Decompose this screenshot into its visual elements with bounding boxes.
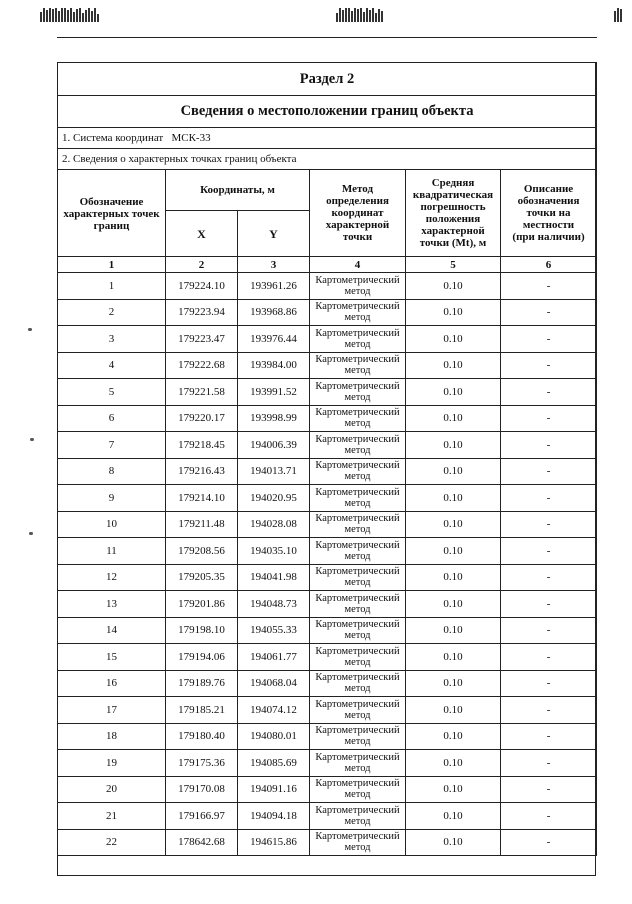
- point-number: 1: [58, 273, 166, 300]
- point-method: Картометрический метод: [310, 723, 406, 750]
- table-row: [58, 670, 597, 697]
- point-number: 8: [58, 458, 166, 485]
- scan-specks: [28, 320, 40, 540]
- point-number: 7: [58, 432, 166, 459]
- point-x: 179223.94: [166, 299, 238, 326]
- point-description: -: [501, 591, 597, 618]
- point-error: 0.10: [406, 352, 501, 379]
- point-error: 0.10: [406, 644, 501, 671]
- point-description: -: [501, 511, 597, 538]
- point-description: -: [501, 617, 597, 644]
- header-x: X: [166, 211, 238, 257]
- point-error: 0.10: [406, 723, 501, 750]
- point-method: Картометрический метод: [310, 352, 406, 379]
- point-number: 10: [58, 511, 166, 538]
- point-y: 193998.99: [238, 405, 310, 432]
- point-x: 179223.47: [166, 326, 238, 353]
- point-x: 179180.40: [166, 723, 238, 750]
- point-y: 194094.18: [238, 803, 310, 830]
- table-row: [58, 352, 597, 379]
- table-row: [58, 723, 597, 750]
- point-method: Картометрический метод: [310, 670, 406, 697]
- point-number: 20: [58, 776, 166, 803]
- point-y: 194048.73: [238, 591, 310, 618]
- coordinate-system-line: 1. Система координат МСК-33: [58, 128, 597, 149]
- point-method: Картометрический метод: [310, 750, 406, 777]
- table-row: [58, 458, 597, 485]
- point-description: -: [501, 829, 597, 856]
- column-number: 6: [501, 257, 597, 273]
- point-x: 179208.56: [166, 538, 238, 565]
- table-row: [58, 564, 597, 591]
- point-description: -: [501, 299, 597, 326]
- point-y: 194085.69: [238, 750, 310, 777]
- point-method: Картометрический метод: [310, 697, 406, 724]
- point-description: -: [501, 670, 597, 697]
- table-row: [58, 591, 597, 618]
- point-error: 0.10: [406, 405, 501, 432]
- point-y: 194013.71: [238, 458, 310, 485]
- column-number: 3: [238, 257, 310, 273]
- header-y: Y: [238, 211, 310, 257]
- point-error: 0.10: [406, 803, 501, 830]
- point-y: 193968.86: [238, 299, 310, 326]
- point-description: -: [501, 458, 597, 485]
- point-description: -: [501, 485, 597, 512]
- point-method: Картометрический метод: [310, 776, 406, 803]
- point-error: 0.10: [406, 432, 501, 459]
- point-method: Картометрический метод: [310, 326, 406, 353]
- points-info-line: 2. Сведения о характерных точках границ объекта: [58, 149, 597, 170]
- point-error: 0.10: [406, 829, 501, 856]
- table-row: [58, 299, 597, 326]
- point-y: 194028.08: [238, 511, 310, 538]
- point-number: 22: [58, 829, 166, 856]
- scan-barcode-mark-left: [40, 8, 99, 22]
- point-number: 14: [58, 617, 166, 644]
- table-row: [58, 750, 597, 777]
- point-error: 0.10: [406, 670, 501, 697]
- section-subtitle: Сведения о местоположении границ объекта: [58, 96, 597, 128]
- point-y: 194074.12: [238, 697, 310, 724]
- point-error: 0.10: [406, 697, 501, 724]
- point-description: -: [501, 750, 597, 777]
- point-description: -: [501, 697, 597, 724]
- point-x: 179211.48: [166, 511, 238, 538]
- point-description: -: [501, 432, 597, 459]
- point-error: 0.10: [406, 776, 501, 803]
- point-x: 179166.97: [166, 803, 238, 830]
- point-number: 21: [58, 803, 166, 830]
- column-number: 5: [406, 257, 501, 273]
- header-designation: Обозначение характерных точек границ: [58, 170, 166, 257]
- point-y: 194035.10: [238, 538, 310, 565]
- point-error: 0.10: [406, 379, 501, 406]
- point-y: 193976.44: [238, 326, 310, 353]
- point-number: 12: [58, 564, 166, 591]
- point-number: 13: [58, 591, 166, 618]
- boundary-points-table: [57, 62, 597, 856]
- point-rows: [58, 273, 597, 856]
- point-number: 11: [58, 538, 166, 565]
- table-row: [58, 511, 597, 538]
- point-method: Картометрический метод: [310, 458, 406, 485]
- table-row: [58, 485, 597, 512]
- point-y: 194006.39: [238, 432, 310, 459]
- point-x: 179185.21: [166, 697, 238, 724]
- point-description: -: [501, 776, 597, 803]
- header-error: Средняя квадратическая погрешность положения характерной точки (Mt), м: [406, 170, 501, 257]
- point-x: 179216.43: [166, 458, 238, 485]
- point-x: 179222.68: [166, 352, 238, 379]
- point-method: Картометрический метод: [310, 405, 406, 432]
- point-error: 0.10: [406, 750, 501, 777]
- point-method: Картометрический метод: [310, 644, 406, 671]
- point-number: 19: [58, 750, 166, 777]
- point-method: Картометрический метод: [310, 511, 406, 538]
- column-number-row: [58, 257, 597, 273]
- table-row: [58, 538, 597, 565]
- column-number: 2: [166, 257, 238, 273]
- point-description: -: [501, 405, 597, 432]
- point-method: Картометрический метод: [310, 273, 406, 300]
- point-x: 179221.58: [166, 379, 238, 406]
- table-row: [58, 644, 597, 671]
- point-description: -: [501, 644, 597, 671]
- point-y: 193984.00: [238, 352, 310, 379]
- point-y: 194080.01: [238, 723, 310, 750]
- table-row: [58, 829, 597, 856]
- point-x: 179201.86: [166, 591, 238, 618]
- point-description: -: [501, 564, 597, 591]
- point-error: 0.10: [406, 485, 501, 512]
- point-y: 193991.52: [238, 379, 310, 406]
- point-method: Картометрический метод: [310, 432, 406, 459]
- point-description: -: [501, 723, 597, 750]
- table-row: [58, 273, 597, 300]
- point-x: 179218.45: [166, 432, 238, 459]
- point-number: 5: [58, 379, 166, 406]
- point-error: 0.10: [406, 326, 501, 353]
- point-x: 179205.35: [166, 564, 238, 591]
- table-row: [58, 803, 597, 830]
- point-error: 0.10: [406, 299, 501, 326]
- point-error: 0.10: [406, 564, 501, 591]
- header-method: Метод определения координат характерной точки: [310, 170, 406, 257]
- point-y: 194055.33: [238, 617, 310, 644]
- column-number: 1: [58, 257, 166, 273]
- table-row: [58, 326, 597, 353]
- point-x: 179194.06: [166, 644, 238, 671]
- point-x: 179189.76: [166, 670, 238, 697]
- point-error: 0.10: [406, 538, 501, 565]
- point-error: 0.10: [406, 591, 501, 618]
- point-x: 179214.10: [166, 485, 238, 512]
- point-y: 194020.95: [238, 485, 310, 512]
- point-number: 4: [58, 352, 166, 379]
- point-y: 193961.26: [238, 273, 310, 300]
- point-method: Картометрический метод: [310, 829, 406, 856]
- point-y: 194061.77: [238, 644, 310, 671]
- table-row: [58, 776, 597, 803]
- header-coordinates: Координаты, м: [166, 170, 310, 211]
- point-y: 194615.86: [238, 829, 310, 856]
- point-x: 178642.68: [166, 829, 238, 856]
- table-row: [58, 379, 597, 406]
- point-method: Картометрический метод: [310, 538, 406, 565]
- point-error: 0.10: [406, 617, 501, 644]
- point-number: 17: [58, 697, 166, 724]
- point-number: 15: [58, 644, 166, 671]
- point-number: 6: [58, 405, 166, 432]
- point-y: 194068.04: [238, 670, 310, 697]
- table-row: [58, 697, 597, 724]
- top-rule-line: [57, 37, 597, 38]
- point-method: Картометрический метод: [310, 379, 406, 406]
- header-description: Описание обозначения точки на местности (при наличии): [501, 170, 597, 257]
- point-number: 2: [58, 299, 166, 326]
- column-number: 4: [310, 257, 406, 273]
- point-method: Картометрический метод: [310, 617, 406, 644]
- point-error: 0.10: [406, 458, 501, 485]
- table-row: [58, 405, 597, 432]
- table-row: [58, 617, 597, 644]
- point-number: 16: [58, 670, 166, 697]
- point-x: 179224.10: [166, 273, 238, 300]
- point-x: 179198.10: [166, 617, 238, 644]
- point-method: Картометрический метод: [310, 299, 406, 326]
- point-description: -: [501, 326, 597, 353]
- point-number: 3: [58, 326, 166, 353]
- point-method: Картометрический метод: [310, 564, 406, 591]
- point-error: 0.10: [406, 273, 501, 300]
- point-number: 9: [58, 485, 166, 512]
- point-x: 179175.36: [166, 750, 238, 777]
- point-method: Картометрический метод: [310, 803, 406, 830]
- point-description: -: [501, 538, 597, 565]
- point-method: Картометрический метод: [310, 485, 406, 512]
- scan-barcode-mark-center: [336, 8, 383, 22]
- point-description: -: [501, 352, 597, 379]
- section-title: Раздел 2: [58, 63, 597, 96]
- scan-barcode-mark-right: [614, 8, 622, 22]
- table-row: [58, 432, 597, 459]
- point-number: 18: [58, 723, 166, 750]
- point-description: -: [501, 273, 597, 300]
- point-method: Картометрический метод: [310, 591, 406, 618]
- point-description: -: [501, 803, 597, 830]
- point-y: 194041.98: [238, 564, 310, 591]
- point-description: -: [501, 379, 597, 406]
- point-x: 179170.08: [166, 776, 238, 803]
- point-x: 179220.17: [166, 405, 238, 432]
- point-error: 0.10: [406, 511, 501, 538]
- point-y: 194091.16: [238, 776, 310, 803]
